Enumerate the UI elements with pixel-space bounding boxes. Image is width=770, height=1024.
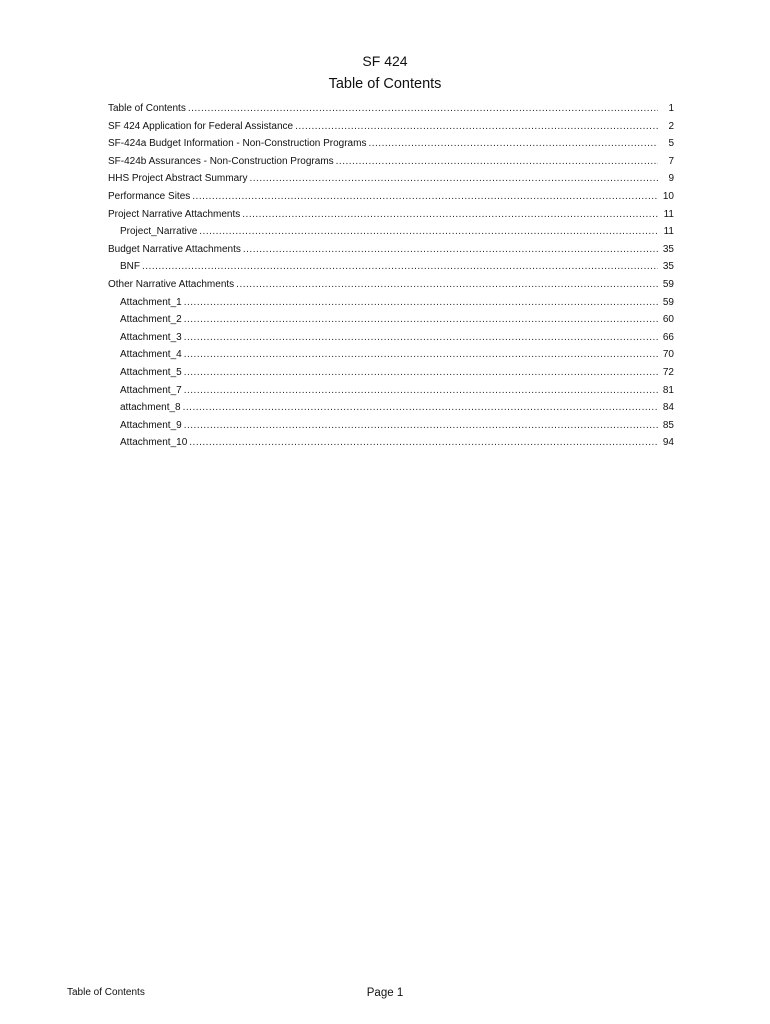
footer-section-label: Table of Contents: [67, 987, 145, 998]
toc-entry-page-number: 5: [668, 138, 674, 150]
toc-entry-page-number: 81: [662, 384, 674, 396]
toc-entry[interactable]: [108, 399, 674, 417]
toc-entry-label: Other Narrative Attachments: [108, 278, 235, 290]
toc-entry-label: Performance Sites: [108, 190, 191, 202]
toc-entry-page-number: 59: [662, 296, 674, 308]
toc-dot-leader: [189, 434, 658, 452]
toc-entry-page-number: 72: [662, 366, 674, 378]
toc-entry[interactable]: [108, 153, 674, 171]
toc-entry-label: Attachment_1: [120, 296, 182, 308]
toc-entry-label: BNF: [120, 261, 140, 273]
toc-dot-leader: [249, 170, 658, 188]
toc-dot-leader: [184, 382, 658, 400]
toc-dot-leader: [142, 258, 658, 276]
toc-entry-label: Attachment_5: [120, 366, 182, 378]
table-of-contents: [108, 100, 674, 452]
toc-entry[interactable]: [108, 223, 674, 241]
toc-entry-page-number: 70: [662, 349, 674, 361]
toc-entry-label: Project Narrative Attachments: [108, 208, 241, 220]
toc-entry-page-number: 7: [668, 155, 674, 167]
toc-entry[interactable]: [108, 364, 674, 382]
toc-entry-page-number: 85: [662, 419, 674, 431]
toc-entry-label: Budget Narrative Attachments: [108, 243, 241, 255]
toc-entry-page-number: 94: [662, 437, 674, 449]
toc-entry-page-number: 84: [662, 402, 674, 414]
toc-entry-page-number: 35: [662, 243, 674, 255]
toc-entry-label: SF 424 Application for Federal Assistance: [108, 120, 294, 132]
toc-dot-leader: [242, 206, 658, 224]
toc-entry-label: Attachment_7: [120, 384, 182, 396]
toc-entry[interactable]: [108, 118, 674, 136]
toc-entry-label: Attachment_3: [120, 331, 182, 343]
toc-dot-leader: [295, 118, 658, 136]
toc-entry[interactable]: [108, 311, 674, 329]
toc-entry[interactable]: [108, 346, 674, 364]
toc-dot-leader: [184, 346, 658, 364]
toc-entry-page-number: 2: [668, 120, 674, 132]
toc-entry-page-number: 35: [662, 261, 674, 273]
toc-dot-leader: [184, 329, 658, 347]
toc-entry-page-number: 11: [663, 226, 674, 238]
toc-dot-leader: [184, 417, 658, 435]
toc-entry-label: Attachment_10: [120, 437, 188, 449]
toc-dot-leader: [192, 188, 658, 206]
toc-entry-label: HHS Project Abstract Summary: [108, 173, 248, 185]
toc-entry[interactable]: [108, 434, 674, 452]
toc-entry-page-number: 60: [662, 314, 674, 326]
toc-entry[interactable]: [108, 417, 674, 435]
toc-entry[interactable]: [108, 206, 674, 224]
toc-entry-page-number: 9: [668, 173, 674, 185]
toc-entry-label: Attachment_9: [120, 419, 182, 431]
toc-dot-leader: [368, 135, 658, 153]
toc-entry[interactable]: [108, 135, 674, 153]
toc-dot-leader: [183, 399, 658, 417]
toc-entry-label: Project_Narrative: [120, 226, 198, 238]
toc-dot-leader: [184, 294, 658, 312]
toc-entry[interactable]: [108, 329, 674, 347]
toc-entry-page-number: 1: [668, 103, 674, 114]
toc-entry-label: attachment_8: [120, 402, 181, 414]
toc-entry[interactable]: [108, 294, 674, 312]
toc-entry-page-number: 11: [663, 208, 674, 220]
footer-page-number: Page 1: [366, 987, 404, 999]
toc-entry[interactable]: [108, 276, 674, 294]
toc-entry[interactable]: [108, 382, 674, 400]
toc-entry[interactable]: [108, 170, 674, 188]
toc-entry[interactable]: [108, 188, 674, 206]
toc-entry-page-number: 66: [662, 331, 674, 343]
toc-heading: Table of Contents: [328, 76, 442, 92]
toc-entry-label: Table of Contents: [108, 103, 186, 114]
document-title: SF 424: [362, 53, 408, 69]
toc-entry[interactable]: [108, 258, 674, 276]
toc-dot-leader: [336, 153, 658, 171]
toc-entry-page-number: 59: [662, 278, 674, 290]
toc-dot-leader: [243, 241, 658, 259]
toc-entry[interactable]: [108, 241, 674, 259]
toc-dot-leader: [184, 311, 658, 329]
toc-dot-leader: [184, 364, 658, 382]
toc-entry-label: Attachment_4: [120, 349, 182, 361]
toc-entry-label: SF-424a Budget Information - Non-Construction Programs: [108, 138, 367, 150]
toc-dot-leader: [188, 100, 658, 118]
toc-entry-label: Attachment_2: [120, 314, 182, 326]
toc-dot-leader: [236, 276, 658, 294]
toc-dot-leader: [199, 223, 658, 241]
toc-entry[interactable]: [108, 100, 674, 118]
toc-entry-label: SF-424b Assurances - Non-Construction Programs: [108, 155, 334, 167]
toc-entry-page-number: 10: [662, 190, 674, 202]
